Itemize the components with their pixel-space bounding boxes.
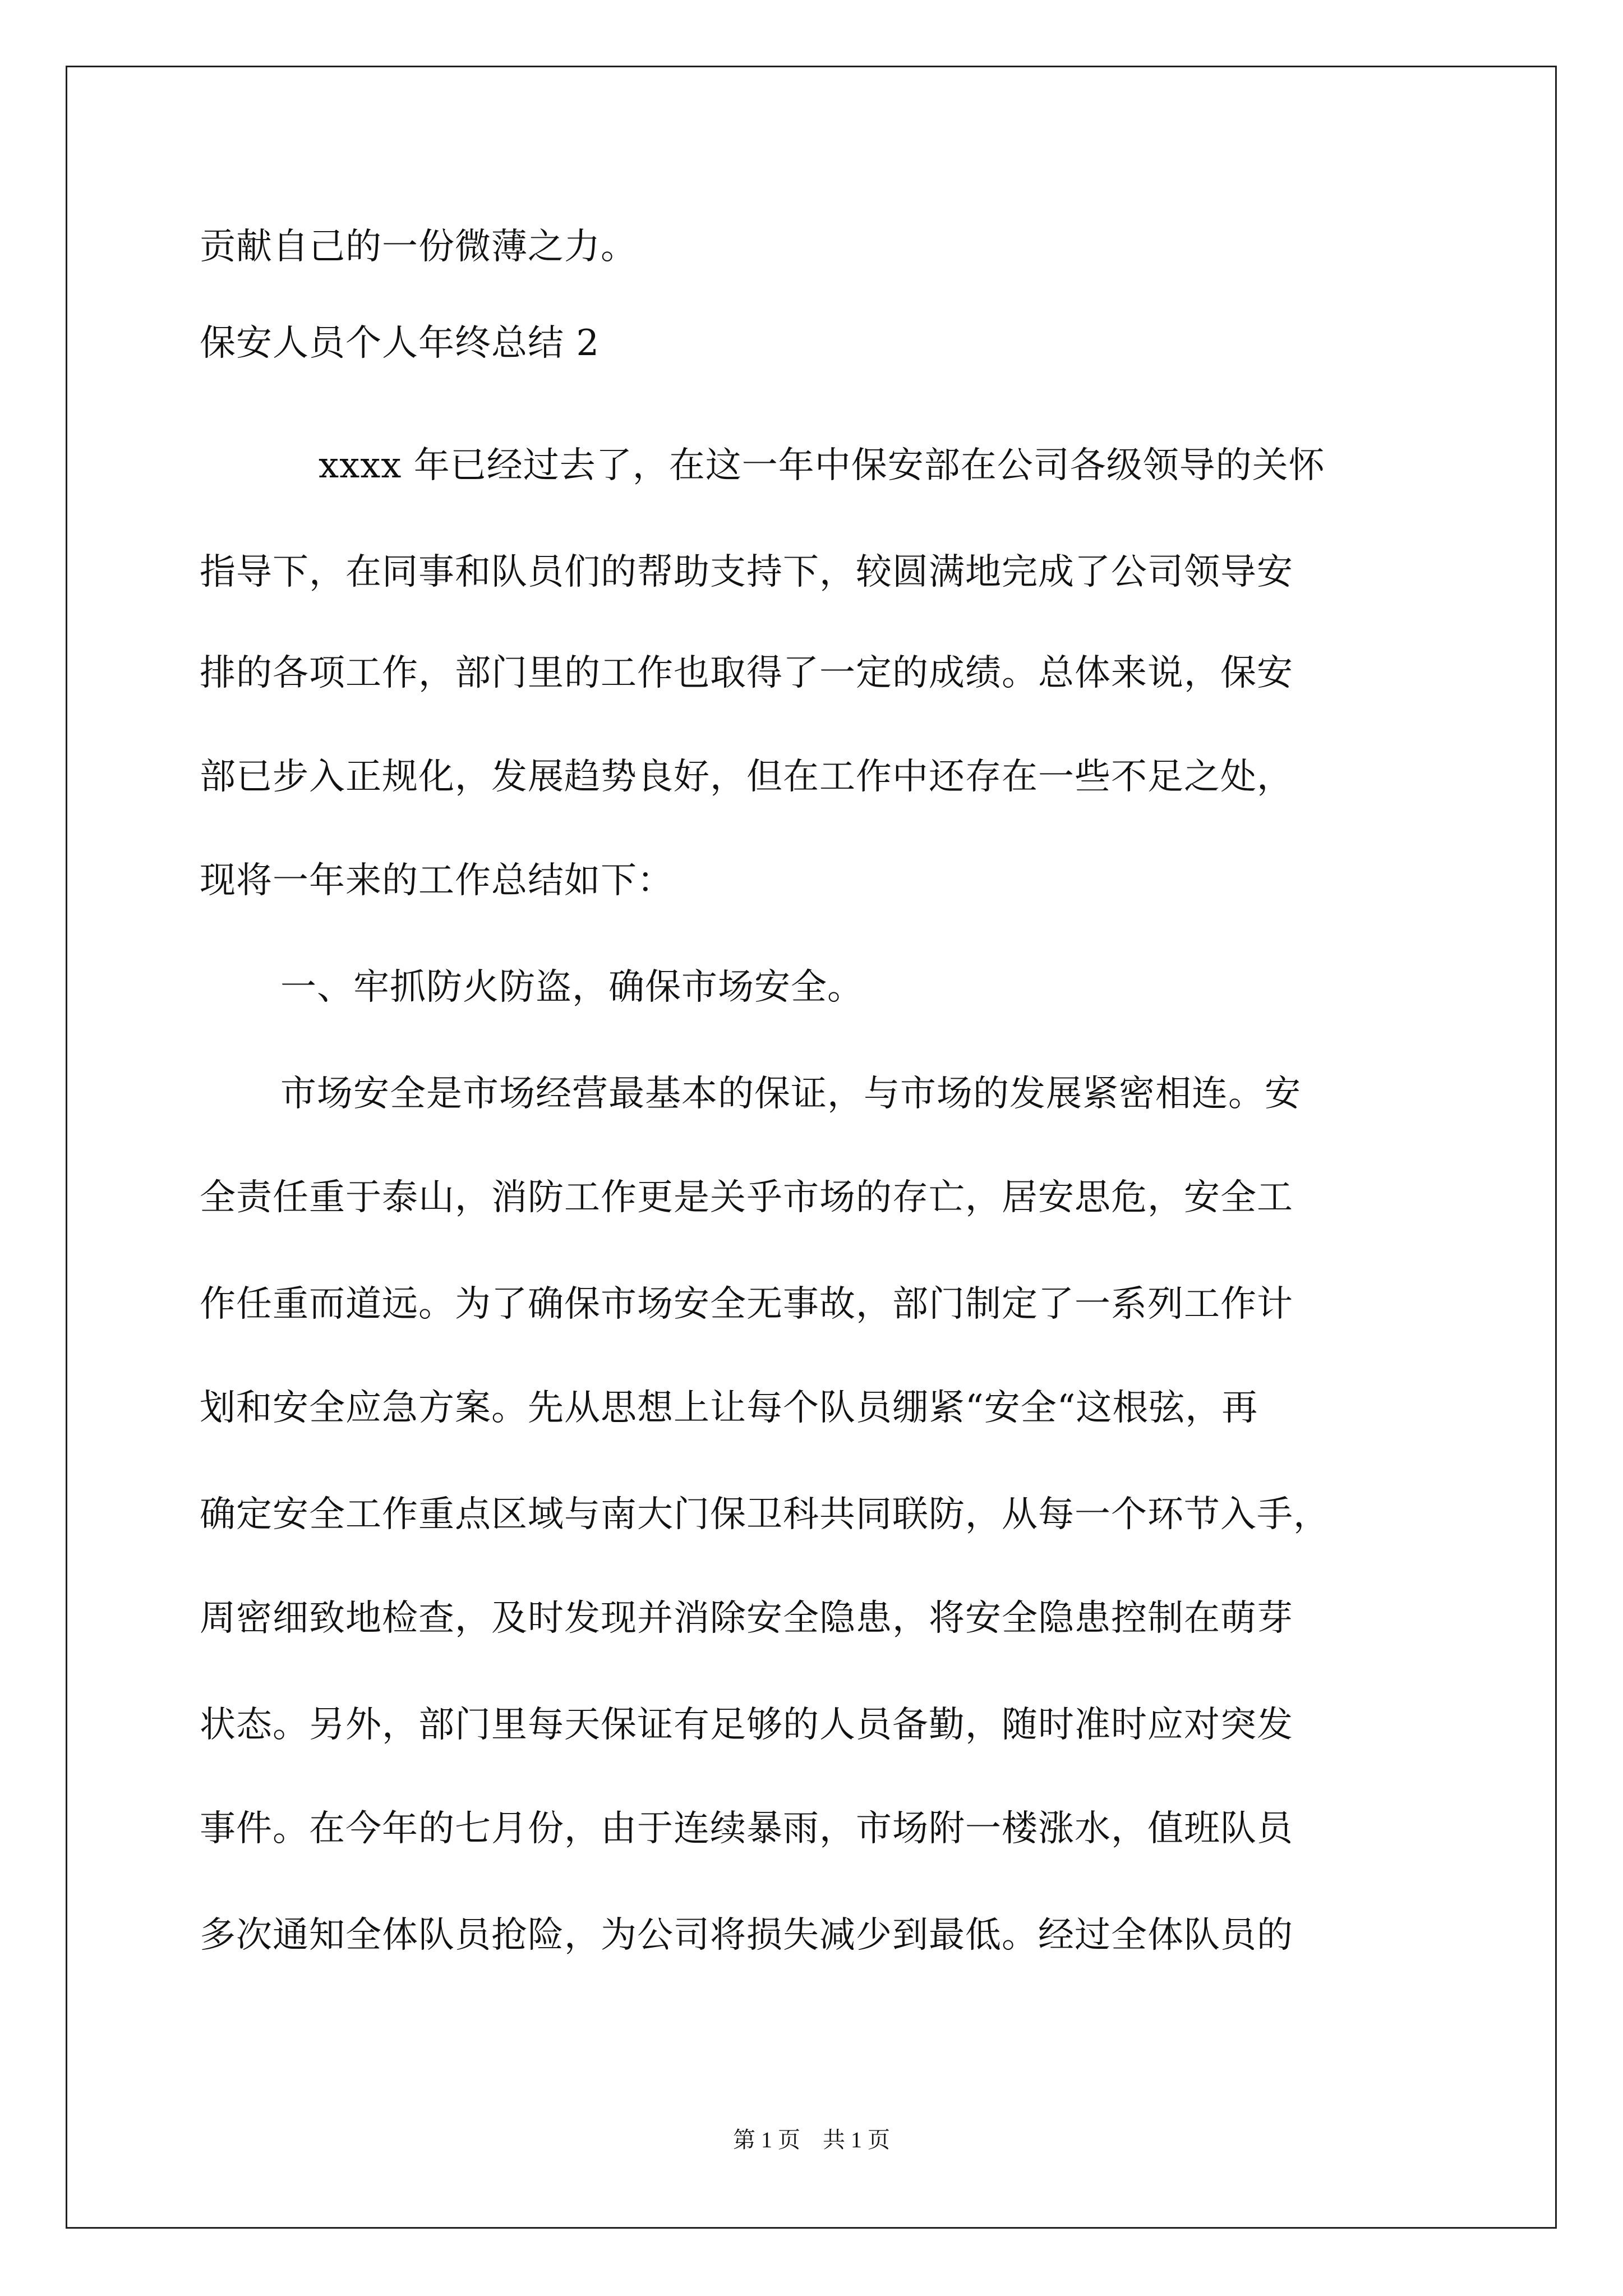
text-line: 部已步入正规化，发展趋势良好，但在工作中还存在一些不足之处， xyxy=(200,756,1293,798)
text-line: 排的各项工作，部门里的工作也取得了一定的成绩。总体来说，保安 xyxy=(200,652,1293,694)
text-line: 全责任重于泰山，消防工作更是关乎市场的存亡，居安思危，安全工 xyxy=(200,1177,1293,1218)
text-line: 指导下，在同事和队员们的帮助支持下，较圆满地完成了公司领导安 xyxy=(200,551,1293,593)
text-line: 确定安全工作重点区域与南大门保卫科共同联防，从每一个环节入手， xyxy=(200,1494,1330,1535)
text-line: 周密细致地检查，及时发现并消除安全隐患，将安全隐患控制在萌芽 xyxy=(200,1598,1293,1639)
text-line: 贡献自己的一份微薄之力。 xyxy=(200,226,637,268)
text-line: 事件。在今年的七月份，由于连续暴雨，市场附一楼涨水，值班队员 xyxy=(200,1808,1293,1849)
page-number: 第 1 页 共 1 页 xyxy=(733,2127,890,2152)
text-line: xxxx 年已经过去了，在这一年中保安部在公司各级领导的关怀 xyxy=(319,445,1325,486)
subsection-heading: 一、牢抓防火防盗，确保市场安全。 xyxy=(280,967,864,1008)
text-line: 状态。另外，部门里每天保证有足够的人员备勤，随时准时应对突发 xyxy=(200,1704,1293,1746)
text-line: 划和安全应急方案。先从思想上让每个队员绷紧“安全“这根弦，再 xyxy=(200,1387,1258,1429)
section-heading: 保安人员个人年终总结 2 xyxy=(200,323,600,364)
text-line: 市场安全是市场经营最基本的保证，与市场的发展紧密相连。安 xyxy=(280,1073,1301,1115)
page-border xyxy=(66,66,1557,2229)
text-line: 作任重而道远。为了确保市场安全无事故，部门制定了一系列工作计 xyxy=(200,1283,1293,1325)
text-line: 多次通知全体队员抢险，为公司将损失减少到最低。经过全体队员的 xyxy=(200,1915,1293,1956)
text-line: 现将一年来的工作总结如下： xyxy=(200,860,674,901)
